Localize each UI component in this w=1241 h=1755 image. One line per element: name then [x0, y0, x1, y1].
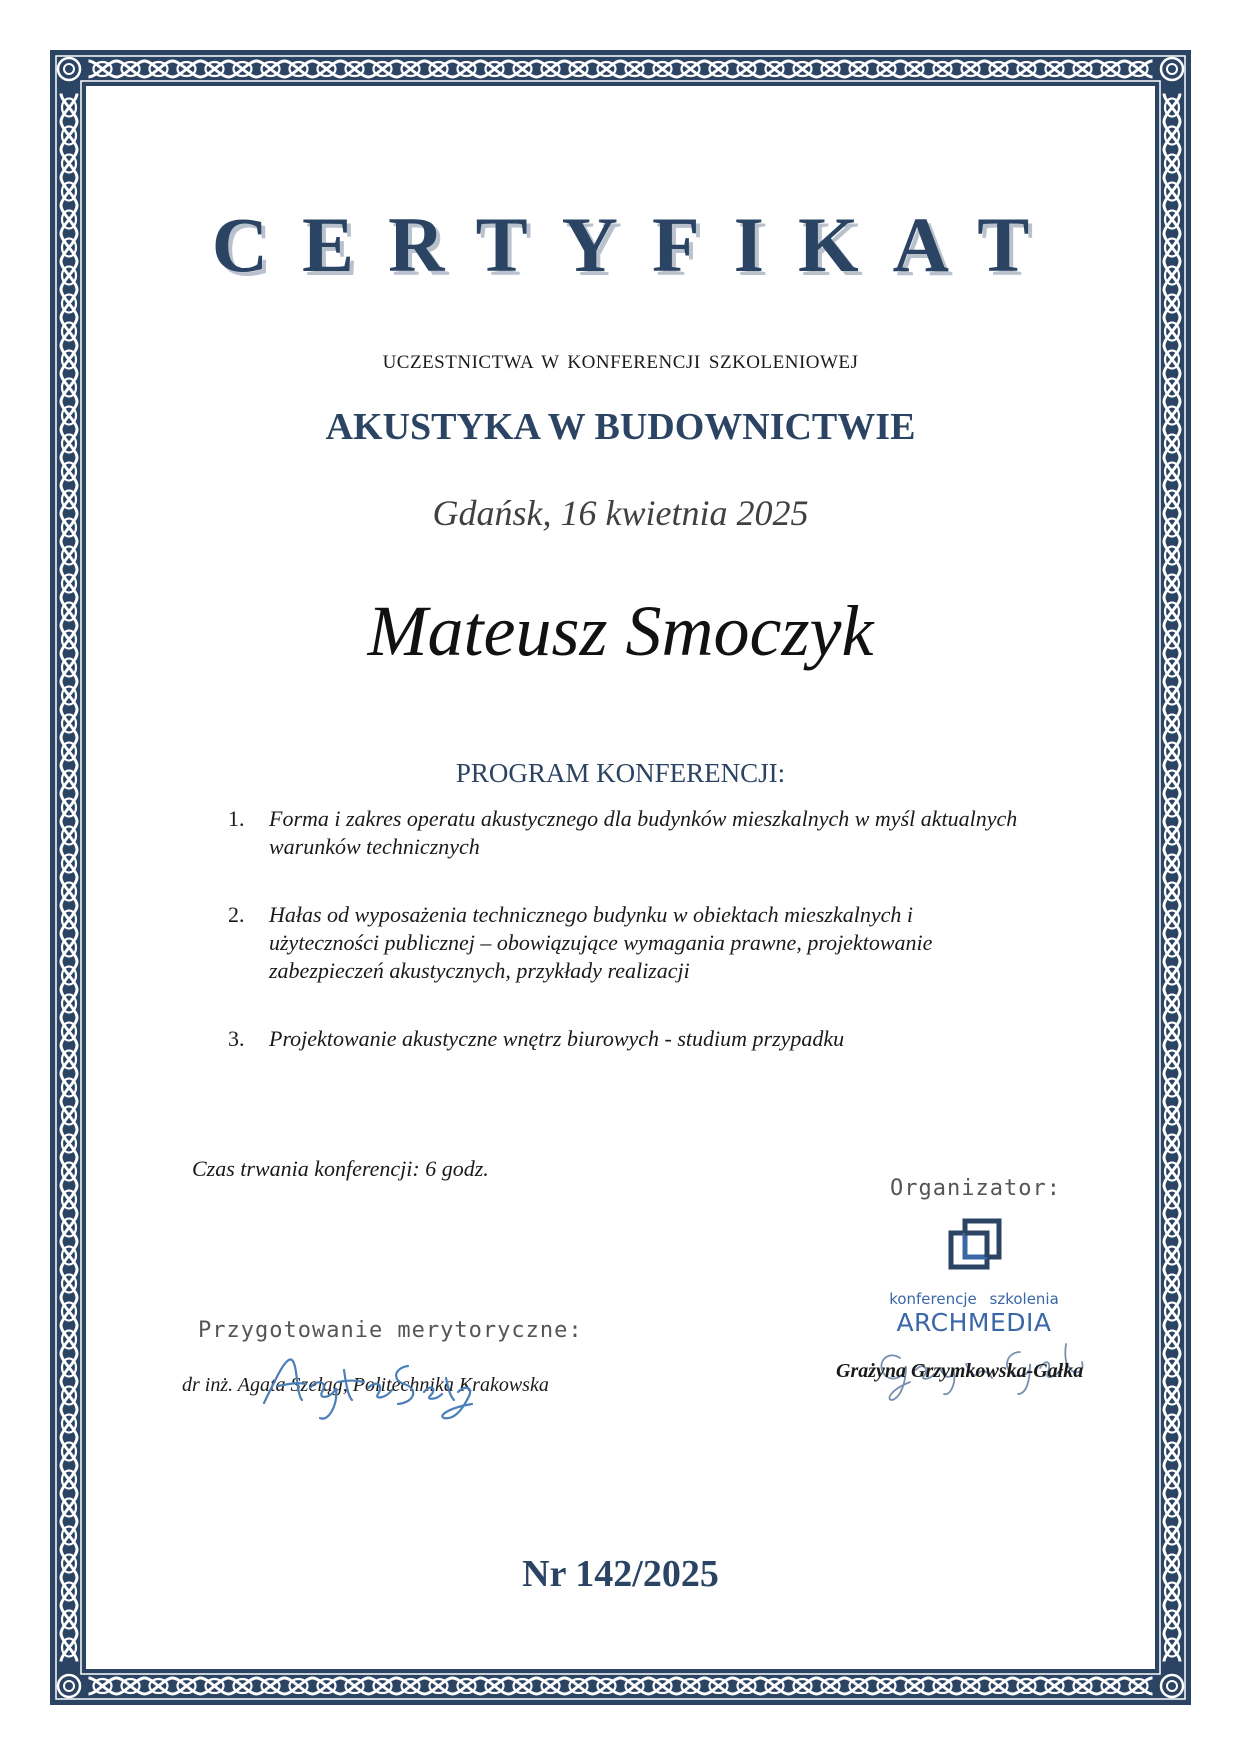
certificate-number: Nr 142/2025 — [522, 1553, 719, 1595]
signature-agata — [258, 1348, 488, 1428]
program-item — [228, 901, 1028, 985]
program-item-text: Forma i zakres operatu akustycznego dla budynków mieszkalnych w myśl aktualnych warunków technicznych — [269, 806, 1018, 859]
certificate-subtitle: UCZESTNICTWA W KONFERENCJI SZKOLENIOWEJ — [382, 352, 859, 373]
preparation-label: Przygotowanie merytoryczne: — [198, 1318, 583, 1343]
program-item-text: Projektowanie akustyczne wnętrz biurowych - studium przypadku — [269, 1026, 845, 1051]
program-item-number: 1. — [228, 806, 245, 831]
program-item — [228, 1025, 1028, 1053]
archmedia-logo-icon — [943, 1213, 1007, 1277]
certificate-title: CERTYFIKAT — [211, 201, 1064, 288]
logo-brand: ARCHMEDIA — [896, 1308, 1052, 1337]
program-list — [228, 805, 1028, 1093]
conference-duration: Czas trwania konferencji: 6 godz. — [192, 1156, 489, 1181]
participant-name: Mateusz Smoczyk — [367, 591, 874, 671]
program-heading: PROGRAM KONFERENCJI: — [455, 758, 786, 788]
program-item-text: Hałas od wyposażenia technicznego budynku w obiektach mieszkalnych i użyteczności publicznej – obowiązujące wymagania prawne, projektowanie zabezpieczeń akustycznych, przykłady realizacji — [269, 902, 933, 983]
program-item-number: 2. — [228, 902, 245, 927]
program-item — [228, 805, 1028, 861]
logo-tagline: konferencje szkolenia — [889, 1290, 1059, 1308]
preparation-person: dr inż. Agata Szeląg, Politechnika Krakowska — [182, 1374, 549, 1396]
event-name: AKUSTYKA W BUDOWNICTWIE — [325, 406, 916, 448]
program-item-number: 3. — [228, 1026, 245, 1051]
organizer-label: Organizator: — [890, 1176, 1061, 1201]
place-date: Gdańsk, 16 kwietnia 2025 — [432, 493, 809, 533]
organizer-person: Grażyna Grzymkowska-Gałka — [836, 1360, 1084, 1382]
